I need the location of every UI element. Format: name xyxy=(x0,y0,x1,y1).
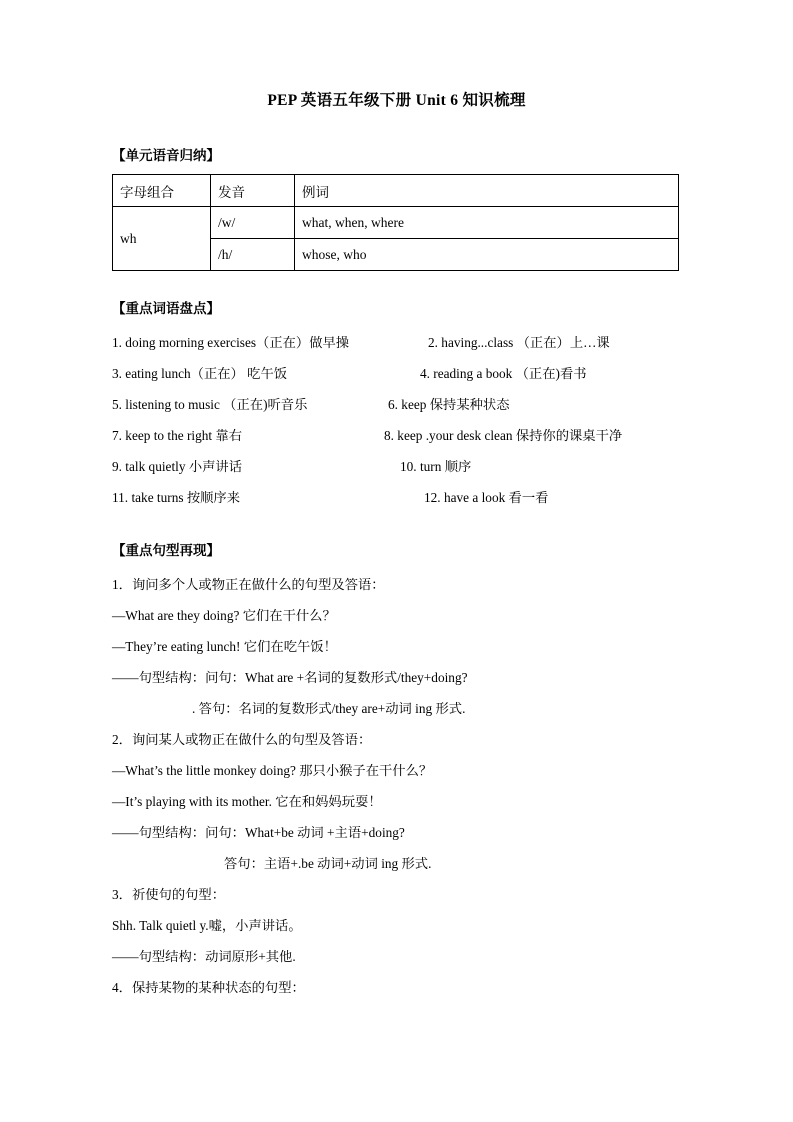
sentence-line-1: 1．询问多个人或物正在做什么的句型及答语： xyxy=(112,577,385,592)
section-heading-vocabulary: 【重点词语盘点】 xyxy=(112,301,220,316)
sentence-line-7: —What’s the little monkey doing? 那只小猴子在干什么？ xyxy=(112,763,433,778)
sentence-line-3: —They’re eating lunch! 它们在吃午饭！ xyxy=(112,639,337,654)
table-header-sound: 发音 xyxy=(211,175,295,207)
vocab-item-5: 5. listening to music （正在)听音乐 xyxy=(112,397,308,412)
phonics-table xyxy=(112,174,679,271)
vocab-item-7: 7. keep to the right 靠右 xyxy=(112,428,242,443)
vocab-item-2: 2. having...class （正在）上…课 xyxy=(428,335,610,350)
vocab-item-12: 12. have a look 看一看 xyxy=(424,490,549,505)
vocab-item-4: 4. reading a book （正在)看书 xyxy=(420,366,587,381)
cell-examples-w: what, when, where xyxy=(295,207,679,239)
vocab-item-11: 11. take turns 按顺序来 xyxy=(112,490,241,505)
vocab-item-9: 9. talk quietly 小声讲话 xyxy=(112,459,243,474)
list-item xyxy=(112,420,681,451)
section-heading-phonics: 【单元语音归纳】 xyxy=(112,148,220,163)
cell-letters-wh: wh xyxy=(113,207,211,271)
table-header-examples: 例词 xyxy=(295,175,679,207)
sentence-line-10: 答句：主语+.be 动词+动词 ing 形式. xyxy=(224,856,432,871)
sentence-line-9: ——句型结构：问句：What+be 动词 +主语+doing? xyxy=(112,825,405,840)
section-heading-sentences: 【重点句型再现】 xyxy=(112,543,220,558)
vocab-item-1: 1. doing morning exercises（正在）做早操 xyxy=(112,335,350,350)
sentence-line-4: ——句型结构：问句：What are +名词的复数形式/they+doing? xyxy=(112,670,468,685)
vocab-item-10: 10. turn 顺序 xyxy=(400,459,472,474)
list-item xyxy=(112,389,681,420)
sentence-line-13: ——句型结构：动词原形+其他. xyxy=(112,949,296,964)
page-title: PEP 英语五年级下册 Unit 6 知识梳理 xyxy=(267,92,526,109)
table-row xyxy=(113,207,679,239)
list-item xyxy=(112,358,681,389)
sentence-line-6: 2．询问某人或物正在做什么的句型及答语： xyxy=(112,732,372,747)
vocab-item-8: 8. keep .your desk clean 保持你的课桌干净 xyxy=(384,428,623,443)
vocab-item-3: 3. eating lunch（正在） 吃午饭 xyxy=(112,366,288,381)
sentence-list xyxy=(112,569,681,1003)
list-item xyxy=(112,327,681,358)
cell-examples-h: whose, who xyxy=(295,239,679,271)
sentence-line-12: Shh. Talk quietl y.嘘，小声讲话。 xyxy=(112,918,302,933)
cell-sound-w: /w/ xyxy=(211,207,295,239)
vocabulary-list xyxy=(112,327,681,513)
sentence-line-2: —What are they doing? 它们在干什么？ xyxy=(112,608,336,623)
vocab-item-6: 6. keep 保持某种状态 xyxy=(388,397,510,412)
list-item xyxy=(112,482,681,513)
table-header-letters: 字母组合 xyxy=(113,175,211,207)
sentence-line-8: —It’s playing with its mother. 它在和妈妈玩耍！ xyxy=(112,794,382,809)
list-item xyxy=(112,451,681,482)
table-row xyxy=(113,175,679,207)
sentence-line-5: . 答句：名词的复数形式/they are+动词 ing 形式. xyxy=(192,701,466,716)
sentence-line-14: 4．保持某物的某种状态的句型： xyxy=(112,980,305,995)
sentence-line-11: 3．祈使句的句型： xyxy=(112,887,226,902)
cell-sound-h: /h/ xyxy=(211,239,295,271)
